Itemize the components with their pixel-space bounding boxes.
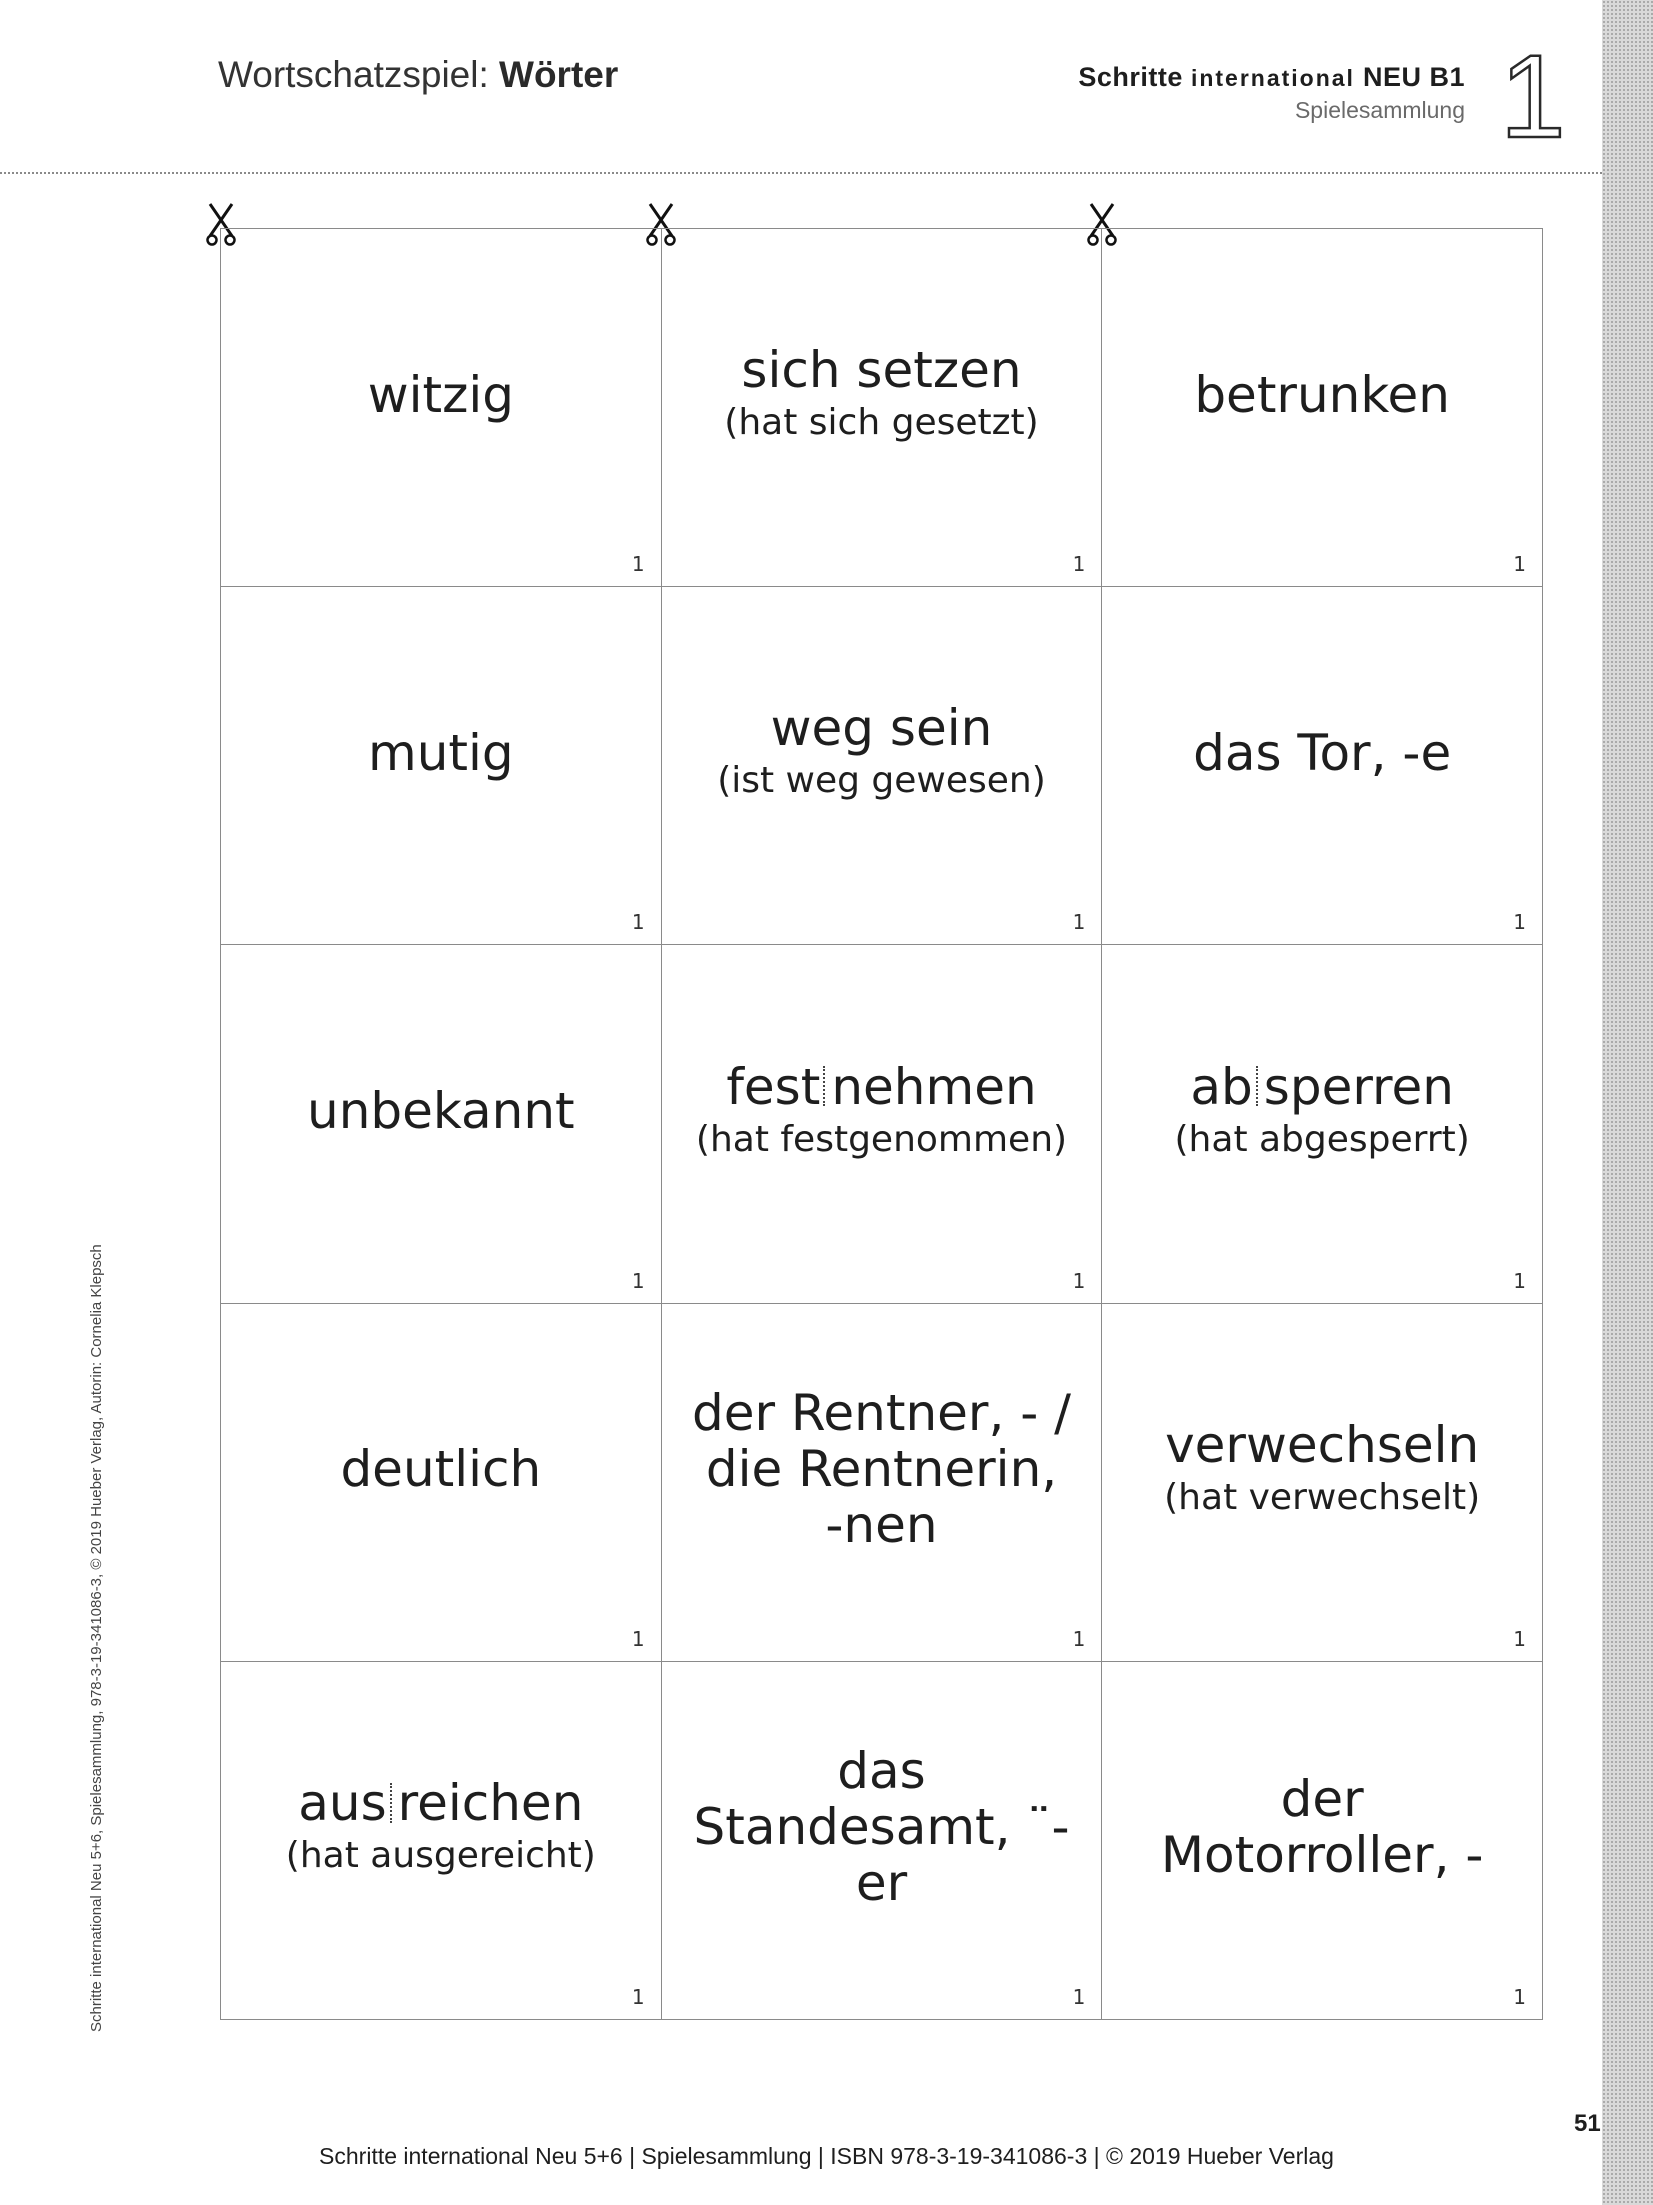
word-prefix: ab — [1190, 1057, 1253, 1116]
card — [221, 1662, 662, 2020]
card — [1102, 1662, 1543, 2020]
word-stem: nehmen — [831, 1057, 1037, 1116]
card-word — [726, 1059, 1036, 1115]
card-word — [1190, 1059, 1454, 1115]
footer: Schritte international Neu 5+6 | Spielesammlung | ISBN 978-3-19-341086-3 | © 2019 Hueber Verlag — [319, 2143, 1334, 2169]
card — [662, 587, 1103, 945]
card — [221, 945, 662, 1303]
card-word: unbekannt — [307, 1081, 575, 1140]
card-subtext: (hat abgesperrt) — [1174, 1118, 1470, 1160]
card-subtext: (hat festgenommen) — [695, 1118, 1068, 1160]
series-info — [1078, 62, 1465, 124]
word-stem: reichen — [397, 1774, 584, 1832]
card-word: mutig — [368, 723, 514, 782]
series-level: NEU B1 — [1362, 62, 1465, 92]
card-number: 1 — [631, 1626, 645, 1651]
card-grid — [220, 228, 1543, 2020]
card — [662, 1662, 1103, 2020]
card-number: 1 — [1513, 552, 1526, 577]
card-number: 1 — [1072, 1268, 1086, 1293]
card-subtext: (hat verwechselt) — [1164, 1476, 1481, 1518]
card — [1102, 945, 1543, 1303]
card-word: sich setzen — [741, 341, 1022, 400]
card-word-line: Standesamt, ¨-er — [693, 1798, 1070, 1913]
card-word-line: Motorroller, - — [1160, 1826, 1484, 1885]
card-number: 1 — [1513, 1985, 1526, 2009]
word-prefix: fest — [726, 1057, 821, 1116]
card-number: 1 — [1513, 910, 1526, 935]
card — [662, 1304, 1103, 1662]
copyright-sidebar: Schritte international Neu 5+6, Spielesammlung, 978-3-19-341086-3, © 2019 Hueber Verlag, Autorin: Cornelia Klepsch — [88, 1244, 105, 2032]
series-mid: international — [1190, 65, 1355, 91]
card-word: weg sein — [770, 699, 993, 758]
card-number: 1 — [1513, 1626, 1526, 1651]
card-subtext: (hat ausgereicht) — [285, 1835, 596, 1876]
header-divider — [0, 172, 1602, 174]
dotted-margin-strip — [1602, 0, 1653, 2205]
chapter-number: 1 — [1500, 31, 1566, 163]
card-number: 1 — [631, 1985, 645, 2009]
card-number: 1 — [631, 910, 645, 935]
word-prefix: aus — [298, 1774, 387, 1832]
card — [221, 229, 662, 587]
card-number: 1 — [1072, 552, 1086, 577]
separable-prefix-mark — [1256, 1066, 1261, 1106]
title-prefix: Wortschatzspiel: — [218, 54, 500, 95]
series-subtitle: Spielesammlung — [1294, 97, 1465, 123]
card — [1102, 587, 1543, 945]
card — [662, 229, 1103, 587]
card-number: 1 — [631, 1268, 645, 1293]
page-number: 51 — [1574, 2110, 1601, 2137]
card-word-line: das — [837, 1742, 926, 1801]
card-word-line: -nen — [825, 1496, 938, 1555]
card-number: 1 — [631, 552, 645, 577]
card-subtext: (hat sich gesetzt) — [724, 402, 1039, 444]
card-word: verwechseln — [1165, 1415, 1480, 1474]
separable-prefix-mark — [823, 1066, 828, 1106]
word-stem: sperren — [1263, 1057, 1454, 1116]
card-number: 1 — [1072, 1626, 1086, 1651]
title-bold: Wörter — [499, 54, 619, 95]
card — [1102, 229, 1543, 587]
card-word-line: der — [1280, 1770, 1364, 1829]
series-name — [1078, 62, 1465, 93]
card-word: das Tor, -e — [1193, 723, 1452, 782]
series-bold: Schritte — [1078, 62, 1183, 92]
card-number: 1 — [1072, 910, 1086, 935]
card-word: deutlich — [340, 1440, 542, 1499]
card — [221, 1304, 662, 1662]
card-word-line: der Rentner, - / — [691, 1384, 1072, 1443]
card-number: 1 — [1072, 1985, 1086, 2009]
card — [221, 587, 662, 945]
card-subtext: (ist weg gewesen) — [717, 760, 1046, 802]
card-word: witzig — [367, 365, 514, 424]
card-word — [298, 1775, 583, 1831]
card — [662, 945, 1103, 1303]
card-word-line: die Rentnerin, — [705, 1440, 1058, 1499]
card — [1102, 1304, 1543, 1662]
card-number: 1 — [1513, 1268, 1526, 1293]
separable-prefix-mark — [390, 1783, 395, 1823]
card-word: betrunken — [1194, 365, 1450, 424]
page-title — [218, 54, 618, 96]
